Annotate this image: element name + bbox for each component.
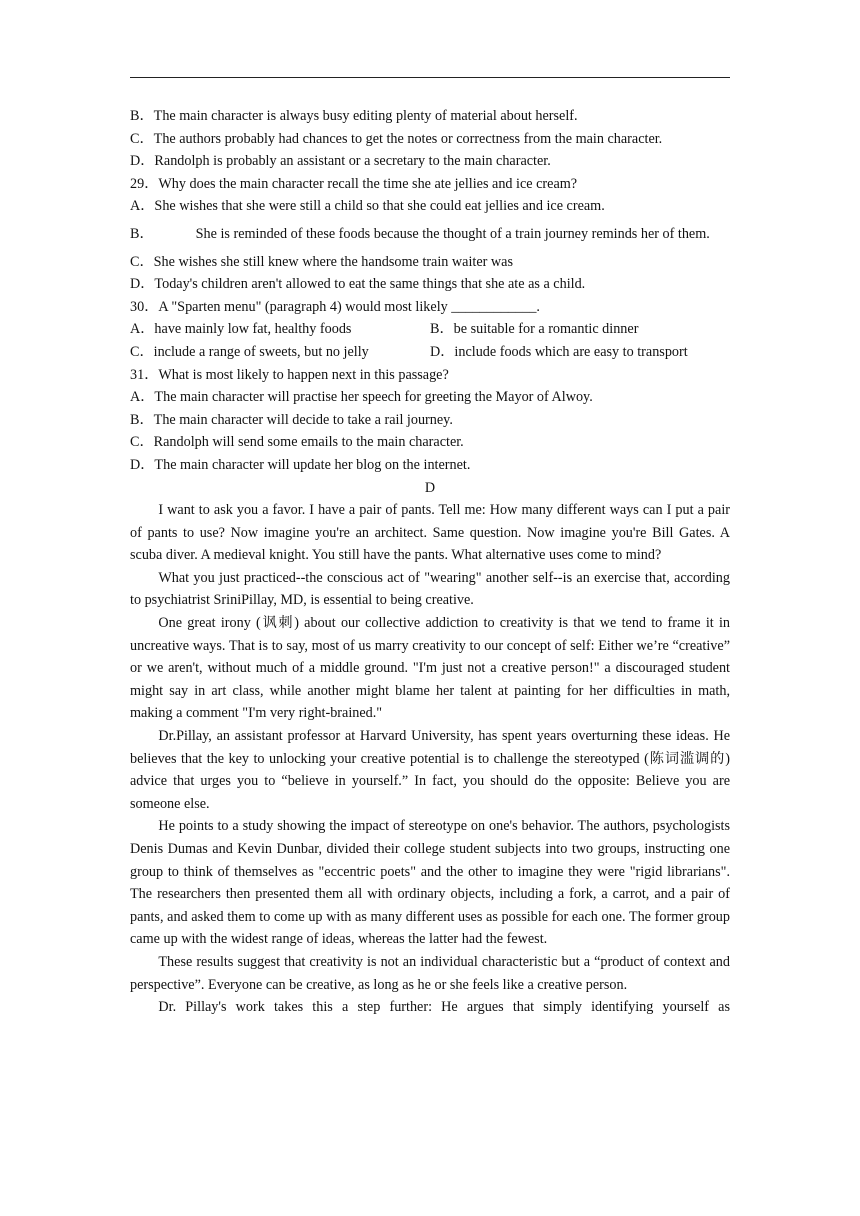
- paragraph-3: One great irony (讽刺) about our collective addiction to creativity is that we tend to frame it in uncreative ways. That is to say, most of us marry creativity to our concept of self: Either we’re “creative” or we aren't, without much of a middle ground. "I'm just not a creative person!" a discouraged student might say in art class, while another might blame her talent at painting for her difficulties in math, making a comment "I'm very right-brained.": [130, 615, 730, 722]
- q30-option-b: B．be suitable for a romantic dinner: [430, 321, 639, 338]
- paragraph-5: He points to a study showing the impact of stereotype on one's behavior. The authors, psychologists Denis Dumas and Kevin Dunbar, divided their college student subjects into two groups, instructing one group to think of themselves as "eccentric poets" and the other to imagine they were "rigid librarians". The researchers then presented them all with ordinary objects, including a fork, a carrot, and a pair of pants, and asked them to come up with as many different uses as possible for each one. The former group came up with the widest range of ideas, whereas the latter had the fewest.: [130, 818, 730, 948]
- q31-option-b: B．The main character will decide to take a rail journey.: [130, 411, 453, 428]
- q31-option-c: C．Randolph will send some emails to the main character.: [130, 434, 464, 451]
- q28-option-b: B．The main character is always busy editing plenty of material about herself.: [130, 108, 578, 124]
- q30-option-d: D．include foods which are easy to transport: [430, 343, 688, 360]
- paragraph-4: Dr.Pillay, an assistant professor at Harvard University, has spent years overturning these ideas. He believes that the key to unlocking your creative potential is to challenge the stereotyped (陈词滥调的) advice that urges you to “believe in yourself.” In fact, you should do the opposite: Believe you are someone else.: [130, 728, 730, 812]
- section-d-heading: D: [424, 479, 436, 496]
- paragraph-1: I want to ask you a favor. I have a pair of pants. Tell me: How many different ways can I put a pair of pants to use? Now imagine you're an architect. Same question. Now imagine you're Bill Gates. A scuba diver. A medieval knight. You still have the pants. What alternative uses come to mind?: [130, 502, 730, 564]
- q29-option-b-text: She is reminded of these foods because the thought of a train journey reminds her of them.: [195, 225, 710, 242]
- header-rule: [130, 77, 730, 78]
- q29-option-c: C．She wishes she still knew where the handsome train waiter was: [130, 253, 513, 270]
- paragraph-6: These results suggest that creativity is not an individual characteristic but a “product of context and perspective”. Everyone can be creative, as long as he or she feels like a creative person.: [130, 953, 730, 993]
- q28-option-c: C．The authors probably had chances to get the notes or correctness from the main character.: [130, 130, 663, 147]
- q31-option-a: A．The main character will practise her speech for greeting the Mayor of Alwoy.: [130, 389, 593, 406]
- q29-option-b: [130, 223, 730, 246]
- q31-stem: 31．What is most likely to happen next in this passage?: [130, 366, 449, 383]
- q28-option-d: D．Randolph is probably an assistant or a secretary to the main character.: [130, 153, 551, 170]
- q30-options-row-2: [130, 341, 730, 364]
- q30-option-a: A．have mainly low fat, healthy foods: [130, 321, 352, 338]
- q29-option-a: A．She wishes that she were still a child so that she could eat jellies and ice cream.: [130, 198, 605, 215]
- q30-option-c: C．include a range of sweets, but no jelly: [130, 343, 369, 360]
- paragraph-7: Dr. Pillay's work takes this a step further: He argues that simply identifying yourself as: [158, 999, 730, 1016]
- q29-option-d: D．Today's children aren't allowed to eat the same things that she ate as a child.: [130, 276, 586, 293]
- document-page: [130, 105, 730, 1019]
- q30-options-row-1: [130, 318, 730, 341]
- q30-stem: 30．A "Sparten menu" (paragraph 4) would most likely ____________.: [130, 298, 540, 315]
- q29-stem: 29．Why does the main character recall the time she ate jellies and ice cream?: [130, 175, 578, 192]
- paragraph-2: What you just practiced--the conscious act of "wearing" another self--is an exercise that, according to psychiatrist SriniPillay, MD, is essential to being creative.: [130, 569, 730, 609]
- q29-option-b-letter: B．: [130, 225, 154, 242]
- q31-option-d: D．The main character will update her blog on the internet.: [130, 456, 471, 473]
